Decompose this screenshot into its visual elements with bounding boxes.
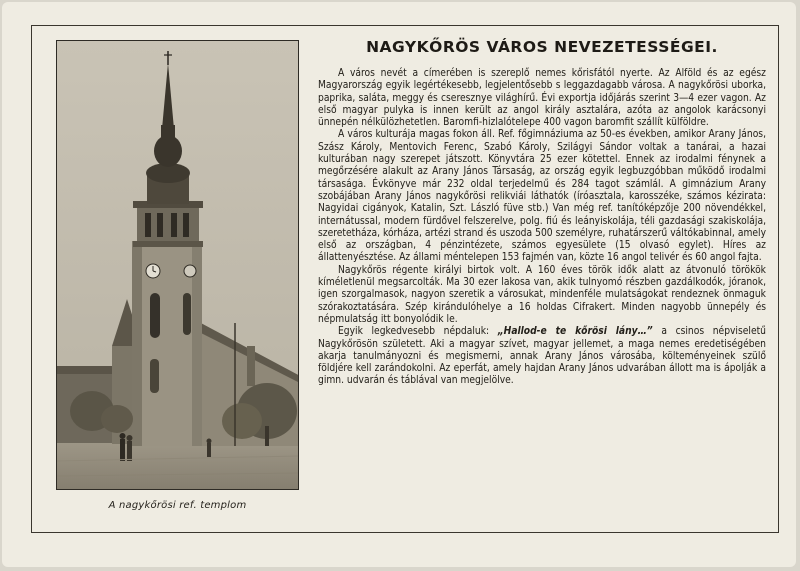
paragraph-3: Nagykőrös régente királyi birtok volt. A 160 éves török idők alatt az átvonuló törökök kíméletlenül megsarcolták. Ma 30 ezer lakosa van, akik tulnyomó részben gazdálkodók, jóranok, igen szorgalmasok, nagyon szeretik a városukat, mindenféle mulatságokat rendeznek önmaguk szórakoztatására. Szép kirándulóhelye a 16 holdas Cifrakert. Minden nagyobb ünnepély és népmulatság itt bonyolódik le. bbox=[318, 264, 766, 325]
page-title: NAGYKŐRÖS VÁROS NEVEZETESSÉGEI. bbox=[366, 38, 718, 56]
paragraph-1: A város nevét a címerében is szereplő nemes kőrisfától nyerte. Az Alföld és az egész Magyarország egyik legértékesebb, legjelentősebb s leggazdagabb városa. A nagykőrösi uborka, paprika, saláta, meggy és cseresznye világhírű. Évi exportja időjárás szerint 3—4 ezer vagon. Az első magyar pulyka is innen került az angol király asztalára, azóta az angolok karácsonyi ünnepén nélkülözhetetlen. Baromfi-hizlalótelepe 400 vagon baromfit szállít külföldre. bbox=[318, 68, 766, 129]
paragraph-4-rest: a csinos népviseletű Nagykőrösön született. Aki a magyar szívet, magyar jellemet, a maga nemes eredetiségében akarja tanulmányozni és megismerni, annak Arany János városába, költeményeinek szülő földjére kell zarándokolni. Az eperfát, amely hajdan Arany János udvarában állott ma is ápolják a gimn. udvarán és táblával van megjelölve. bbox=[318, 326, 766, 387]
photo-caption: A nagykőrösi ref. templom bbox=[108, 500, 247, 511]
paragraph-4 bbox=[318, 326, 766, 387]
body-text bbox=[318, 68, 766, 388]
song-title: „Hallod-e te kőrösi lány…” bbox=[497, 326, 653, 338]
paragraph-2: A város kulturája magas fokon áll. Ref. főgimnáziuma az 50-es években, amikor Arany János, Szász Károly, Mentovich Ferenc, Szabó Károly, Szilágyi Sándor voltak a tanárai, a hazai kulturában nagy szerepet játszott. Könyvtára 25 ezer kötettel. Ennek az irodalmi fénynek a megőrzésére alakult az Arany János Társaság, az ország egyik legbuzgóbban működő irodalmi társasága. Évkönyve már 232 oldal terjedelmű és 284 tagot számlál. A gimnázium Arany szobájában Arany János nagykőrösi relikviái láthatók (íróasztala, karosszéke, számos kézirata: Nagyidai cigányok, Katalin, Szt. László füve stb.) Van még ref. tanítóképzője 200 növendékkel, internátussal, modern fürdővel felszerelve, polg. fiú és leányiskolája, téli gazdasági szakiskolája, szeretetháza, kórháza, artézi strand és uszoda 500 személyre, ruhatárszerű váltókabinnal, amely első az országban, 4 pénzintézete, számos egyesülete (15 olvasó egylet). Híres az állattenyésztése. Az állami méntelepen 153 fajmén van, közte 16 angol telivér és 60 angol fajta. bbox=[318, 129, 766, 264]
church-photo bbox=[56, 40, 299, 490]
paragraph-4-intro: Egyik legkedvesebb népdaluk: bbox=[338, 326, 498, 338]
